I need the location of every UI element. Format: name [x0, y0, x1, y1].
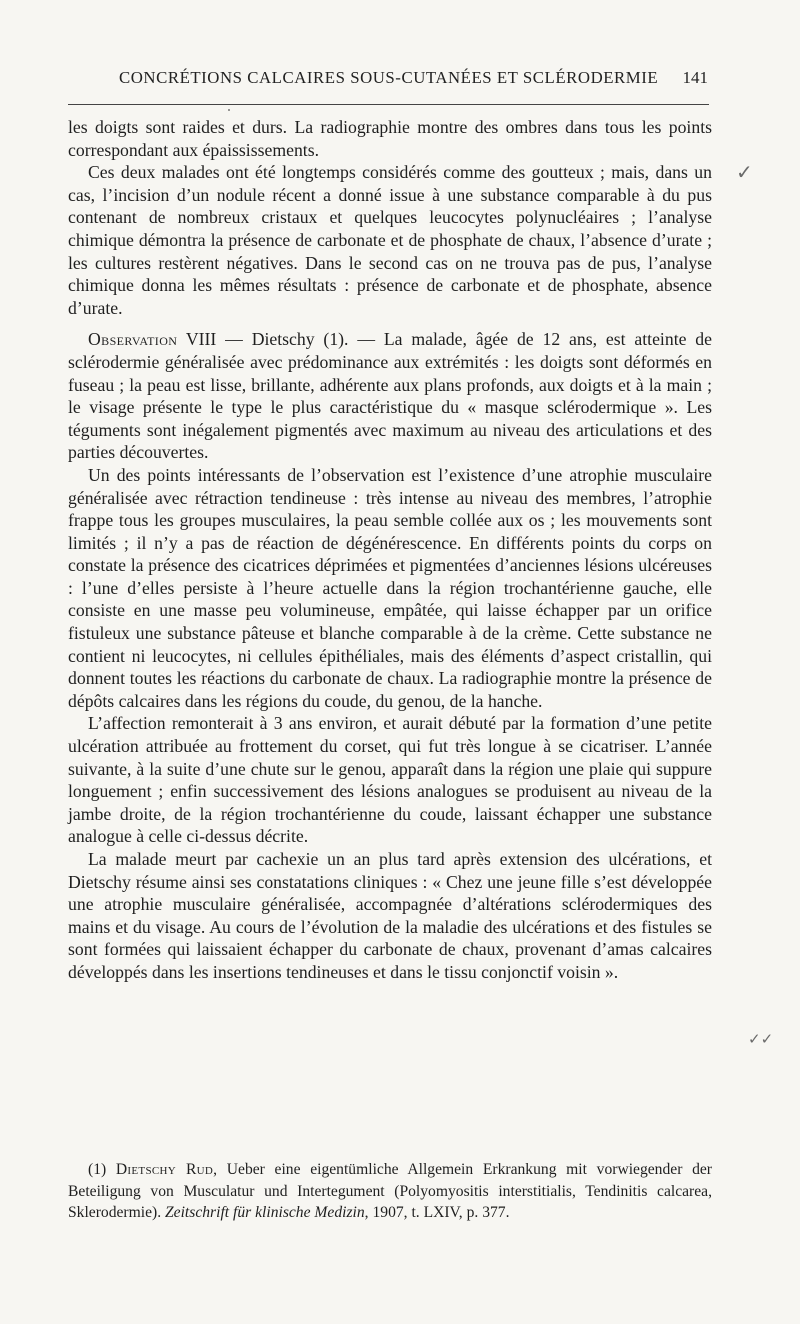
footnote-journal: Zeitschrift für klinische Medizin: [165, 1204, 365, 1221]
observation-text: VIII — Dietschy (1). — La malade, âgée de 12 ans, est atteinte de sclérodermie généralisée avec prédominance aux extrémités : les doigts sont déformés en fuseau ; la peau est lisse, brillante, adhérente aux plans profonds, aux doigts et à la main ; le visage présente le type le plus caractéristique du « masque sclérodermique ». Les téguments sont inégalement pigmentés avec maximum au niveau des articulations et des parties découvertes.: [68, 329, 712, 463]
footnote: [68, 1159, 712, 1224]
observation-paragraph: [68, 328, 712, 464]
paragraph-5: L’affection remonterait à 3 ans environ, et aurait débuté par la formation d’une petite ulcération attribuée au frottement du corset, qui fut très longue à se cicatriser. L’année suivante, à la suite d’une chute sur le genou, apparaît dans la région une plaie qui suppure longuement ; enfin successivement des lésions analogues se produisent au niveau de la jambe droite, de la région trochantérienne du coude, laissant échapper une substance analogue à celle ci-dessus décrite.: [68, 713, 712, 847]
margin-annotation-1: ✓: [736, 160, 753, 184]
page-number: 141: [682, 68, 708, 87]
footnote-text-2: , 1907, t. LXIV, p. 377.: [364, 1204, 510, 1221]
paragraph-4: Un des points intéressants de l’observation est l’existence d’une atrophie musculaire généralisée avec rétraction tendineuse : très intense au niveau des membres, l’atrophie frappe tous les groupes musculaires, la peau semble collée aux os ; les mouvements sont limités ; il n’y a pas de réaction de dégénérescence. En différents points du corps on constate la présence des cicatrices déprimées et pigmentées d’anciennes lésions ulcéreuses : l’une d’elles persiste à l’heure actuelle dans la région trochantérienne gauche, elle consiste en une masse peu volumineuse, empâtée, qui laisse échapper par un orifice fistuleux une substance pâteuse et blanche comparable à de la crème. Cette substance ne contient ni leucocytes, ni cellules épithéliales, mais des éléments d’aspect cristallin, qui donnent toutes les réactions du carbonate de chaux. La radiographie montre la présence de dépôts calcaires dans les régions du coude, du genou, de la hanche.: [68, 464, 712, 711]
footnote-author: Dietschy Rud: [115, 1161, 214, 1178]
footnote-marker: (1): [88, 1161, 116, 1178]
running-header: [68, 68, 708, 92]
header-rule: [68, 104, 709, 105]
observation-label: Observation: [88, 329, 178, 350]
paragraph-2: Ces deux malades ont été longtemps considérés comme des goutteux ; mais, dans un cas, l’incision d’un nodule récent a donné issue à une substance comparable à du pus contenant de nombreux cristaux et quelques leucocytes polynucléaires ; l’analyse chimique démontra la présence de carbonate et de phosphate de chaux, l’absence d’urate ; les cultures restèrent négatives. Dans le second cas on ne trouva pas de pus, l’analyse chimique donna les mêmes résultats : présence de carbonate et de phosphate, absence d’urate.: [68, 162, 712, 318]
paragraph-6: La malade meurt par cachexie un an plus tard après extension des ulcérations, et Dietschy résume ainsi ses constatations cliniques : « Chez une jeune fille s’est développée une atrophie musculaire généralisée, accompagnée d’altérations sclérodermiques des mains et du visage. Au cours de l’évolution de la maladie des ulcérations et des fistules se sont formées qui laissaient échapper du carbonate de chaux, provenant d’amas calcaires développés dans les insertions tendineuses et dans le tissu conjonctif voisin ».: [68, 849, 712, 982]
footnote-text-1: , Ueber eine eigentümliche Allgemein Erkrankung mit vorwiegender der Beteiligung von Musculatur und Intertegument (Polyomyositis interstitialis, Tendinitis calcarea, Sklerodermie).: [68, 1161, 712, 1221]
running-title: CONCRÉTIONS CALCAIRES SOUS-CUTANÉES ET SCLÉRODERMIE: [119, 68, 659, 87]
body-text: [68, 116, 712, 984]
margin-annotation-2: ✓✓: [748, 1030, 774, 1048]
paragraph-1: les doigts sont raides et durs. La radiographie montre des ombres dans tous les points correspondant aux épaississements.: [68, 117, 712, 160]
header-dot: [228, 109, 230, 111]
